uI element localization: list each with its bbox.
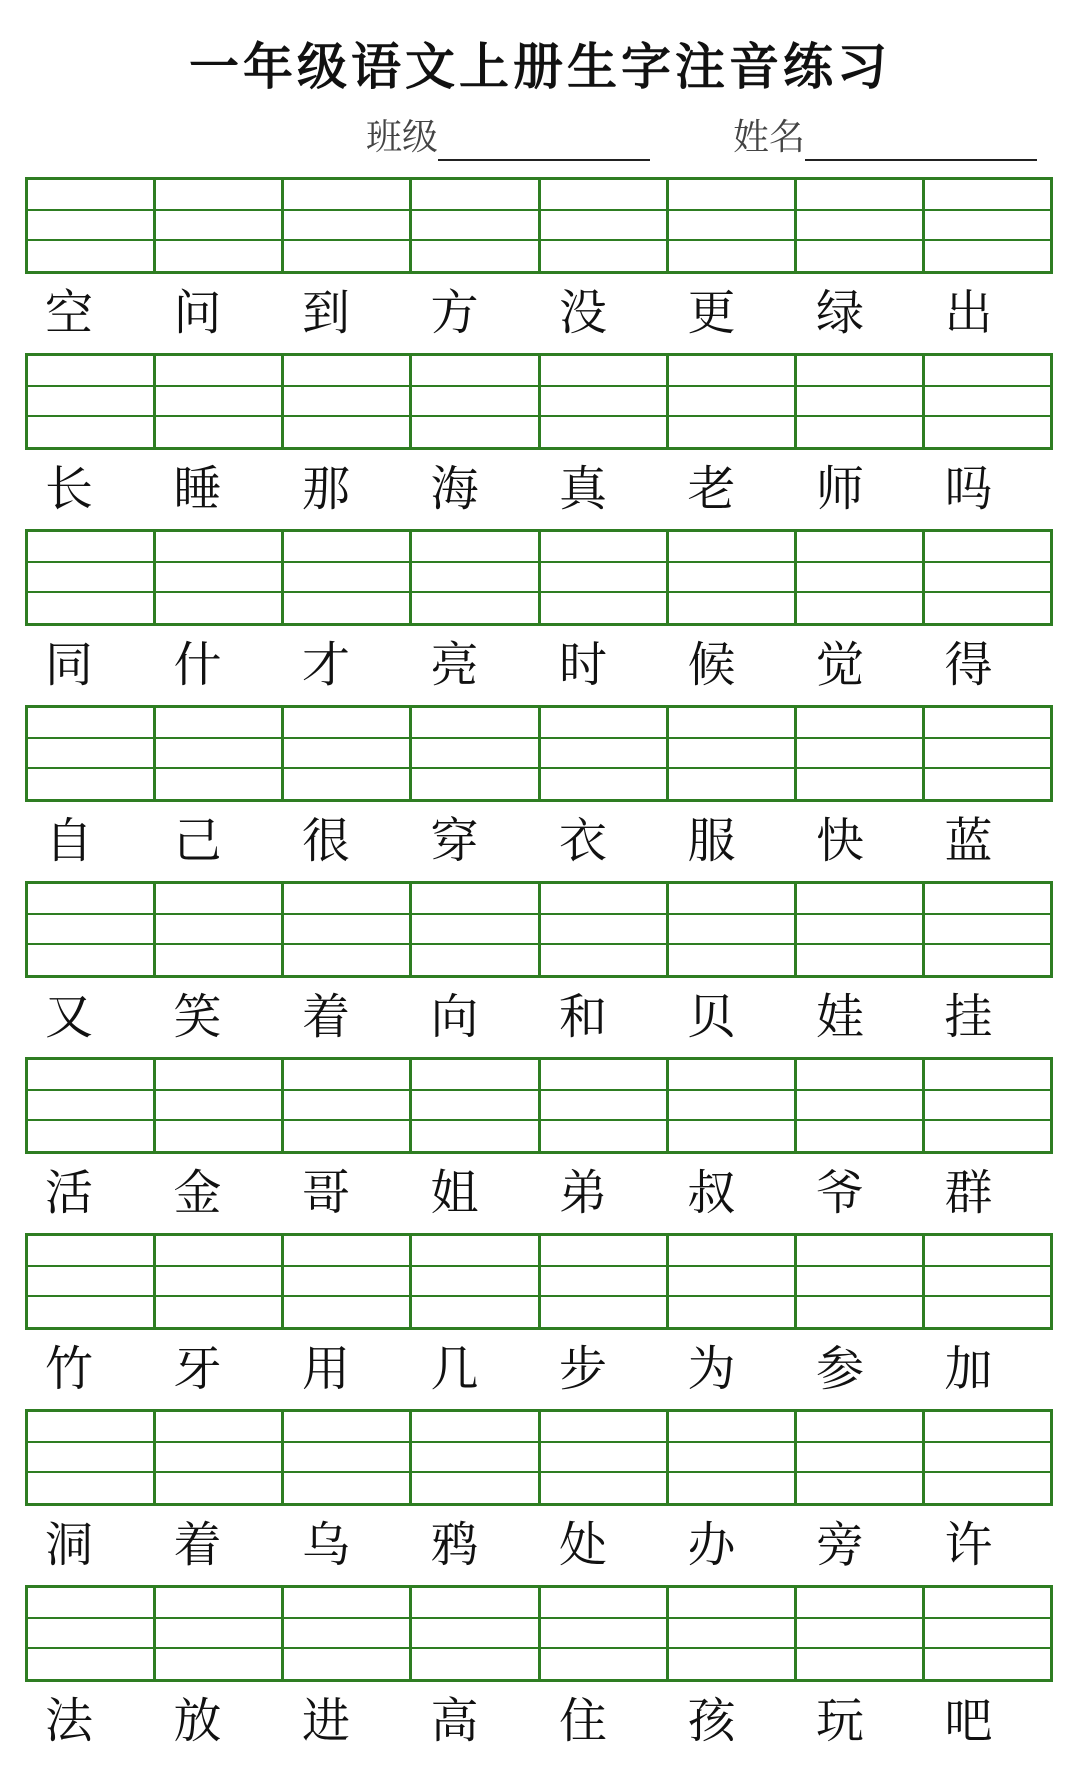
hanzi-character: 叔 xyxy=(687,1165,736,1221)
hanzi-character: 出 xyxy=(944,285,993,341)
hanzi-character: 和 xyxy=(559,989,608,1045)
pinyin-cell[interactable] xyxy=(797,532,925,623)
name-label: 姓名 xyxy=(733,117,806,158)
pinyin-cell[interactable] xyxy=(925,356,1050,447)
character-row xyxy=(25,802,1053,881)
pinyin-cell[interactable] xyxy=(28,532,156,623)
pinyin-cell[interactable] xyxy=(925,1060,1050,1151)
pinyin-cell[interactable] xyxy=(669,708,797,799)
hanzi-character: 空 xyxy=(45,285,94,341)
pinyin-cell[interactable] xyxy=(156,1588,284,1679)
pinyin-cell[interactable] xyxy=(669,532,797,623)
hanzi-character: 方 xyxy=(430,285,479,341)
hanzi-character: 爷 xyxy=(816,1165,865,1221)
pinyin-cell[interactable] xyxy=(412,532,540,623)
hanzi-character: 玩 xyxy=(816,1693,865,1749)
hanzi-character: 衣 xyxy=(559,813,608,869)
hanzi-character: 贝 xyxy=(687,989,736,1045)
pinyin-grid-row xyxy=(25,881,1053,978)
guide-line xyxy=(28,591,1050,593)
hanzi-character: 才 xyxy=(302,637,351,693)
pinyin-cell[interactable] xyxy=(669,180,797,271)
hanzi-character: 师 xyxy=(816,461,865,517)
hanzi-character: 问 xyxy=(173,285,222,341)
hanzi-character: 长 xyxy=(45,461,94,517)
hanzi-character: 洞 xyxy=(45,1517,94,1573)
pinyin-cell[interactable] xyxy=(284,884,412,975)
pinyin-cell[interactable] xyxy=(28,1060,156,1151)
hanzi-character: 得 xyxy=(944,637,993,693)
hanzi-character: 服 xyxy=(687,813,736,869)
pinyin-cell[interactable] xyxy=(28,708,156,799)
class-label: 班级 xyxy=(366,117,439,158)
guide-line xyxy=(28,1647,1050,1649)
pinyin-cell[interactable] xyxy=(669,884,797,975)
hanzi-character: 什 xyxy=(173,637,222,693)
hanzi-character: 吗 xyxy=(944,461,993,517)
hanzi-character: 又 xyxy=(45,989,94,1045)
pinyin-cell[interactable] xyxy=(669,1412,797,1503)
character-row xyxy=(25,626,1053,705)
pinyin-cell[interactable] xyxy=(797,884,925,975)
hanzi-character: 群 xyxy=(944,1165,993,1221)
page-title: 一年级语文上册生字注音练习 xyxy=(189,37,891,96)
hanzi-character: 孩 xyxy=(687,1693,736,1749)
pinyin-cell[interactable] xyxy=(412,1060,540,1151)
hanzi-character: 那 xyxy=(302,461,351,517)
class-field xyxy=(366,115,650,165)
hanzi-character: 笑 xyxy=(173,989,222,1045)
hanzi-character: 几 xyxy=(430,1341,479,1397)
hanzi-character: 住 xyxy=(559,1693,608,1749)
hanzi-character: 到 xyxy=(302,285,351,341)
pinyin-cell[interactable] xyxy=(541,1412,669,1503)
hanzi-character: 加 xyxy=(944,1341,993,1397)
pinyin-cell[interactable] xyxy=(412,180,540,271)
hanzi-character: 法 xyxy=(45,1693,94,1749)
hanzi-character: 真 xyxy=(559,461,608,517)
hanzi-character: 旁 xyxy=(816,1517,865,1573)
pinyin-grid-row xyxy=(25,1233,1053,1330)
guide-line xyxy=(28,385,1050,387)
guide-line xyxy=(28,1089,1050,1091)
pinyin-grid-row xyxy=(25,1057,1053,1154)
pinyin-cell[interactable] xyxy=(669,1236,797,1327)
hanzi-character: 蓝 xyxy=(944,813,993,869)
guide-line xyxy=(28,943,1050,945)
hanzi-character: 办 xyxy=(687,1517,736,1573)
pinyin-cell[interactable] xyxy=(925,180,1050,271)
hanzi-character: 海 xyxy=(430,461,479,517)
hanzi-character: 活 xyxy=(45,1165,94,1221)
pinyin-cell[interactable] xyxy=(541,884,669,975)
hanzi-character: 竹 xyxy=(45,1341,94,1397)
pinyin-cell[interactable] xyxy=(797,708,925,799)
pinyin-cell[interactable] xyxy=(797,1588,925,1679)
pinyin-cell[interactable] xyxy=(541,708,669,799)
hanzi-character: 放 xyxy=(173,1693,222,1749)
hanzi-character: 绿 xyxy=(816,285,865,341)
pinyin-grid-row xyxy=(25,529,1053,626)
pinyin-cell[interactable] xyxy=(412,1412,540,1503)
hanzi-character: 同 xyxy=(45,637,94,693)
pinyin-cell[interactable] xyxy=(541,1236,669,1327)
pinyin-cell[interactable] xyxy=(28,180,156,271)
hanzi-character: 为 xyxy=(687,1341,736,1397)
guide-line xyxy=(28,415,1050,417)
guide-line xyxy=(28,913,1050,915)
hanzi-character: 没 xyxy=(559,285,608,341)
hanzi-character: 向 xyxy=(430,989,479,1045)
guide-line xyxy=(28,767,1050,769)
hanzi-character: 鸦 xyxy=(430,1517,479,1573)
pinyin-cell[interactable] xyxy=(156,1412,284,1503)
pinyin-cell[interactable] xyxy=(284,708,412,799)
pinyin-cell[interactable] xyxy=(925,1236,1050,1327)
pinyin-cell[interactable] xyxy=(156,884,284,975)
guide-line xyxy=(28,209,1050,211)
hanzi-character: 己 xyxy=(173,813,222,869)
hanzi-character: 更 xyxy=(687,285,736,341)
pinyin-cell[interactable] xyxy=(284,532,412,623)
pinyin-cell[interactable] xyxy=(156,708,284,799)
pinyin-cell[interactable] xyxy=(797,180,925,271)
pinyin-cell[interactable] xyxy=(412,1588,540,1679)
pinyin-cell[interactable] xyxy=(284,1588,412,1679)
pinyin-grid-row xyxy=(25,353,1053,450)
hanzi-character: 参 xyxy=(816,1341,865,1397)
guide-line xyxy=(28,1471,1050,1473)
hanzi-character: 亮 xyxy=(430,637,479,693)
guide-line xyxy=(28,1617,1050,1619)
pinyin-cell[interactable] xyxy=(669,1588,797,1679)
pinyin-cell[interactable] xyxy=(669,1060,797,1151)
pinyin-grid-row xyxy=(25,1409,1053,1506)
hanzi-character: 许 xyxy=(944,1517,993,1573)
pinyin-cell[interactable] xyxy=(156,1236,284,1327)
guide-line xyxy=(28,1119,1050,1121)
name-blank-line[interactable] xyxy=(805,119,1037,161)
hanzi-character: 着 xyxy=(173,1517,222,1573)
pinyin-cell[interactable] xyxy=(412,708,540,799)
pinyin-cell[interactable] xyxy=(28,1236,156,1327)
character-row xyxy=(25,1330,1053,1409)
pinyin-cell[interactable] xyxy=(925,884,1050,975)
character-row xyxy=(25,1154,1053,1233)
pinyin-cell[interactable] xyxy=(156,1060,284,1151)
hanzi-character: 老 xyxy=(687,461,736,517)
hanzi-character: 金 xyxy=(173,1165,222,1221)
pinyin-cell[interactable] xyxy=(284,180,412,271)
pinyin-cell[interactable] xyxy=(541,532,669,623)
name-field xyxy=(733,115,1037,165)
pinyin-cell[interactable] xyxy=(412,1236,540,1327)
pinyin-grid-row xyxy=(25,177,1053,274)
hanzi-character: 处 xyxy=(559,1517,608,1573)
pinyin-cell[interactable] xyxy=(925,708,1050,799)
pinyin-cell[interactable] xyxy=(541,180,669,271)
hanzi-character: 觉 xyxy=(816,637,865,693)
class-blank-line[interactable] xyxy=(438,119,650,161)
character-row xyxy=(25,450,1053,529)
character-row xyxy=(25,1682,1053,1761)
pinyin-cell[interactable] xyxy=(541,1588,669,1679)
pinyin-cell[interactable] xyxy=(28,884,156,975)
hanzi-character: 高 xyxy=(430,1693,479,1749)
pinyin-cell[interactable] xyxy=(412,884,540,975)
pinyin-cell[interactable] xyxy=(28,1412,156,1503)
pinyin-grid-row xyxy=(25,705,1053,802)
character-row xyxy=(25,978,1053,1057)
guide-line xyxy=(28,561,1050,563)
pinyin-cell[interactable] xyxy=(925,532,1050,623)
pinyin-cell[interactable] xyxy=(797,1412,925,1503)
hanzi-character: 步 xyxy=(559,1341,608,1397)
pinyin-cell[interactable] xyxy=(925,1412,1050,1503)
pinyin-cell[interactable] xyxy=(797,1236,925,1327)
hanzi-character: 用 xyxy=(302,1341,351,1397)
practice-sheet xyxy=(25,177,1053,1761)
pinyin-cell[interactable] xyxy=(156,180,284,271)
pinyin-cell[interactable] xyxy=(669,356,797,447)
hanzi-character: 快 xyxy=(816,813,865,869)
hanzi-character: 穿 xyxy=(430,813,479,869)
hanzi-character: 着 xyxy=(302,989,351,1045)
hanzi-character: 吧 xyxy=(944,1693,993,1749)
guide-line xyxy=(28,1441,1050,1443)
pinyin-cell[interactable] xyxy=(797,356,925,447)
hanzi-character: 娃 xyxy=(816,989,865,1045)
hanzi-character: 自 xyxy=(45,813,94,869)
hanzi-character: 候 xyxy=(687,637,736,693)
pinyin-cell[interactable] xyxy=(156,356,284,447)
guide-line xyxy=(28,737,1050,739)
pinyin-cell[interactable] xyxy=(156,532,284,623)
hanzi-character: 睡 xyxy=(173,461,222,517)
pinyin-cell[interactable] xyxy=(284,1236,412,1327)
pinyin-cell[interactable] xyxy=(284,1412,412,1503)
hanzi-character: 乌 xyxy=(302,1517,351,1573)
guide-line xyxy=(28,239,1050,241)
pinyin-cell[interactable] xyxy=(925,1588,1050,1679)
pinyin-cell[interactable] xyxy=(797,1060,925,1151)
hanzi-character: 时 xyxy=(559,637,608,693)
hanzi-character: 进 xyxy=(302,1693,351,1749)
hanzi-character: 挂 xyxy=(944,989,993,1045)
hanzi-character: 很 xyxy=(302,813,351,869)
pinyin-cell[interactable] xyxy=(541,1060,669,1151)
pinyin-cell[interactable] xyxy=(412,356,540,447)
guide-line xyxy=(28,1265,1050,1267)
guide-line xyxy=(28,1295,1050,1297)
pinyin-cell[interactable] xyxy=(541,356,669,447)
hanzi-character: 姐 xyxy=(430,1165,479,1221)
pinyin-cell[interactable] xyxy=(284,356,412,447)
pinyin-cell[interactable] xyxy=(284,1060,412,1151)
hanzi-character: 牙 xyxy=(173,1341,222,1397)
pinyin-cell[interactable] xyxy=(28,1588,156,1679)
character-row xyxy=(25,1506,1053,1585)
hanzi-character: 哥 xyxy=(302,1165,351,1221)
pinyin-cell[interactable] xyxy=(28,356,156,447)
pinyin-grid-row xyxy=(25,1585,1053,1682)
hanzi-character: 弟 xyxy=(559,1165,608,1221)
character-row xyxy=(25,274,1053,353)
